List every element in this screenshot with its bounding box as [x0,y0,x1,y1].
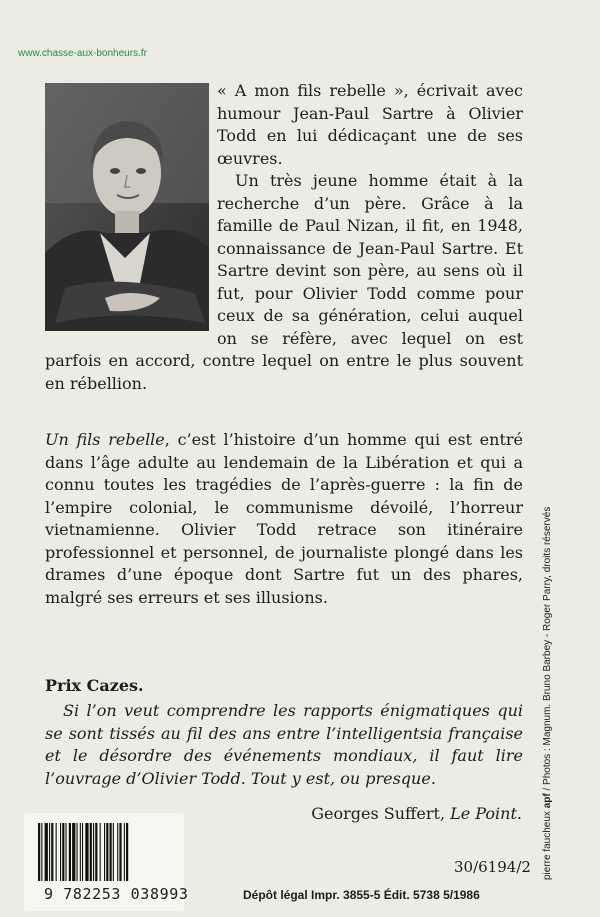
barcode-bar [126,823,128,881]
barcode-bar [90,823,92,881]
barcode-bar [51,823,53,881]
book-title: Un fils rebelle [45,430,165,449]
barcode-bar [62,823,64,881]
barcode-bar [95,823,97,881]
barcode-bar [93,823,94,881]
barcode-bar [66,823,67,881]
photo-credit-text: / Photos : Magnum. Bruno Barbey - Roger Parry, droits réservés [542,506,553,794]
dedication-paragraph: « A mon fils rebelle », écrivait avec humour Jean-Paul Sartre à Olivier Todd en lui dédicaçant une de ses œuvres. [217,81,523,168]
barcode-bar [49,823,50,881]
barcode-bar [85,823,88,881]
prize-label: Prix Cazes. [45,676,144,695]
barcode-bar [45,823,48,881]
quote-author: Georges Suffert, [311,804,451,823]
barcode-bar [113,823,114,881]
barcode-bar [38,823,40,881]
legal-deposit: Dépôt légal Impr. 3855-5 Édit. 5738 5/1986 [243,888,480,902]
biography-paragraph: Un très jeune homme était à la recherche d’un père. Grâce à la famille de Paul Nizan, il fit, en 1948, connaissance de Jean-Paul Sartre. Et Sartre devint son père, au sens où il fut, pour Olivier Todd comme pour ceux de sa génération, celui auquel on se réfère, avec lequel on est parfois en accord, contre lequel on entre le plus souvent en rébellion. [45,171,523,393]
agency-credit: apf [542,793,553,809]
barcode-bar [119,823,121,881]
barcode-bar [72,823,75,881]
book-description [45,429,523,609]
barcode-bar [69,823,71,881]
photo-spacer [45,80,217,338]
press-quote [45,700,523,790]
quote-source: Le Point. [450,804,522,823]
intro-text [45,80,523,395]
catalog-code: 30/6194/2 [454,858,531,876]
barcode-bar [117,823,118,881]
quote-text: Si l’on veut comprendre les rapports énigmatiques qui se sont tissés au fil des ans entre l’intelligentsia française et le désordre des événements mondiaux, il faut lire l’ouvrage d’Olivier Todd. Tout y est, ou presque. [45,701,523,788]
photo-credits [542,430,553,880]
barcode-bar [56,823,57,881]
watermark-url[interactable]: www.chasse-aux-bonheurs.fr [18,48,147,59]
designer-credit: pierre faucheux [542,811,553,880]
barcode-bar [104,823,105,881]
barcode-bar [110,823,112,881]
barcode-bar [124,823,125,881]
barcode-bar [41,823,42,881]
description-paragraph [45,429,523,609]
barcode-bar [82,823,83,881]
barcode-bar [77,823,78,881]
barcode-number: 9 782253 038993 [44,885,189,903]
barcode-bar [100,823,101,881]
barcode-bar [80,823,81,881]
barcode-bar [60,823,61,881]
description-text: , c’est l’histoire d’un homme qui est entré dans l’âge adulte au lendemain de la Libération et qui a connu toutes les tragédies de l’après-guerre : la fin de l’empire colonial, le communisme dévoilé, l’horreur vietnamienne. Olivier Todd retrace son itinéraire professionnel et personnel, de journaliste plongé dans les drames d’une époque dont Sartre fut un des phares, malgré ses erreurs et ses illusions. [45,430,523,607]
barcode-bar [106,823,108,881]
quote-attribution [311,804,522,823]
